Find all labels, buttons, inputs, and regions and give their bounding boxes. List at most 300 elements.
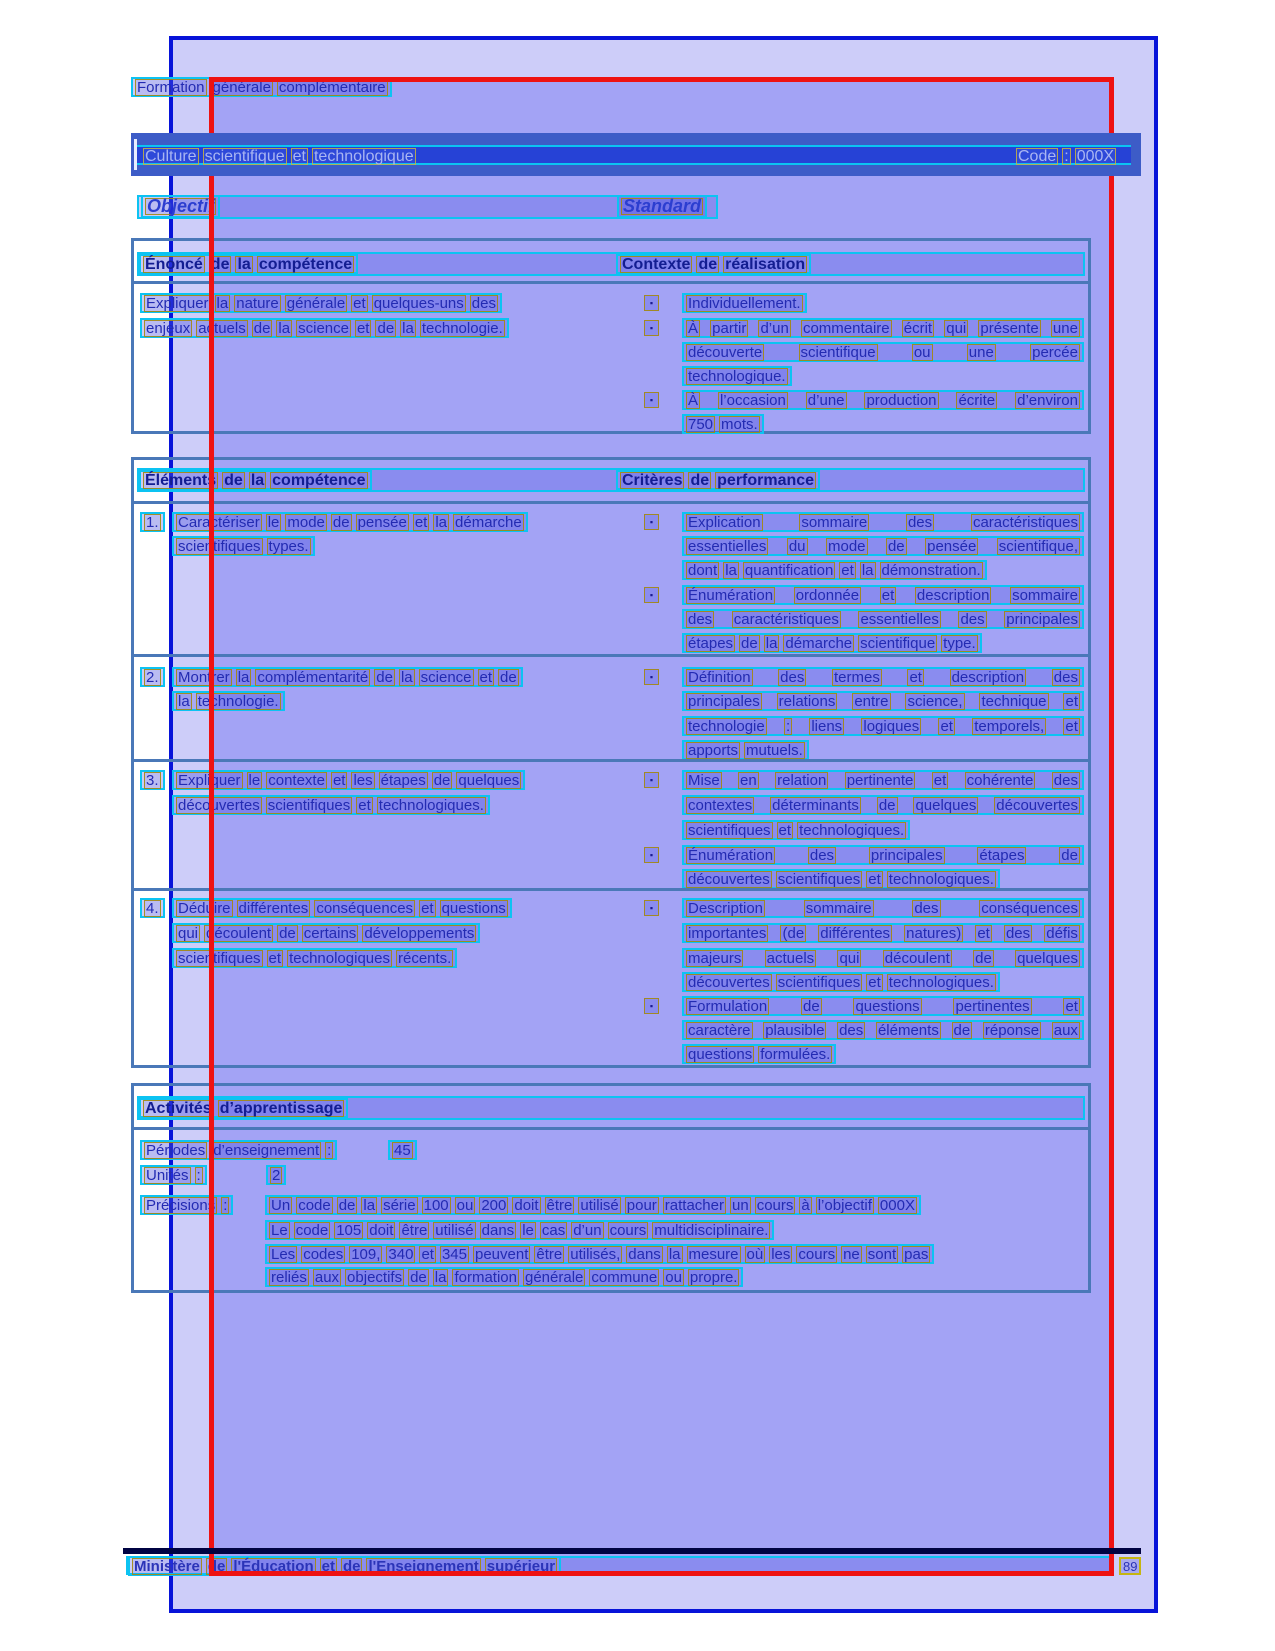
word-box: science bbox=[420, 668, 472, 686]
word-box: dans bbox=[628, 1245, 661, 1263]
word-box: d’une bbox=[807, 391, 845, 409]
page-number: 89 bbox=[1119, 1557, 1141, 1575]
word-box: de bbox=[376, 668, 393, 686]
word-box: : bbox=[327, 1141, 332, 1159]
word-box: cours bbox=[798, 1245, 836, 1263]
word-box: sont bbox=[867, 1245, 897, 1263]
word-box: questions bbox=[441, 899, 506, 917]
bullet-icon: ▪ bbox=[644, 587, 659, 603]
word-box: de bbox=[975, 949, 992, 967]
word-box: contextes bbox=[688, 796, 753, 814]
word-box: 2 bbox=[272, 1166, 281, 1184]
word-box: la bbox=[237, 668, 250, 686]
word-box: où bbox=[746, 1245, 764, 1263]
word-box: Déduire bbox=[178, 899, 231, 917]
word-box: de bbox=[410, 1268, 427, 1286]
word-box: aux bbox=[1053, 1021, 1078, 1039]
word-box: types. bbox=[268, 537, 309, 555]
word-box: À bbox=[688, 391, 699, 409]
word-box: description bbox=[916, 586, 990, 604]
word-box: 105 bbox=[336, 1221, 362, 1239]
word-box: et bbox=[1065, 717, 1078, 735]
word-box: scientifiques bbox=[178, 949, 261, 967]
word-box: réponse bbox=[984, 1021, 1040, 1039]
word-box: l'Éducation bbox=[233, 1557, 314, 1575]
word-box: de bbox=[878, 796, 896, 814]
title-bar-tick bbox=[134, 139, 137, 170]
word-box: écrit bbox=[903, 319, 933, 337]
word-box: de bbox=[690, 471, 710, 489]
element-number bbox=[140, 512, 165, 532]
word-box: l'Enseignement bbox=[368, 1557, 479, 1575]
word-box: et bbox=[977, 924, 990, 942]
word-box: Culture bbox=[145, 147, 197, 165]
word-box: Standard bbox=[623, 196, 702, 216]
word-box: des bbox=[1053, 771, 1078, 789]
word-box: qui bbox=[946, 319, 967, 337]
word-box: Explication bbox=[688, 513, 761, 531]
word-box: être bbox=[546, 1196, 573, 1214]
word-box: scientifiques bbox=[267, 796, 351, 814]
word-box: mode bbox=[287, 513, 325, 531]
word-box: Le bbox=[271, 1221, 288, 1239]
word-box: d’un bbox=[760, 319, 789, 337]
bullet-icon: ▪ bbox=[644, 392, 659, 408]
word-box: Description bbox=[688, 899, 764, 917]
word-box: et bbox=[881, 586, 895, 604]
word-box: description bbox=[951, 668, 1025, 686]
word-box: et bbox=[841, 561, 854, 579]
word-box: être bbox=[536, 1245, 563, 1263]
word-box: 1. bbox=[146, 513, 159, 531]
word-box: principales bbox=[870, 846, 943, 864]
word-box: de bbox=[338, 1196, 356, 1214]
word-box: les bbox=[353, 771, 373, 789]
word-box: conséquences bbox=[981, 899, 1078, 917]
word-box: Individuellement. bbox=[688, 294, 801, 312]
element-number bbox=[140, 898, 165, 918]
word-box: enjeux bbox=[146, 319, 191, 337]
bullet-icon: ▪ bbox=[644, 320, 659, 336]
word-box: et bbox=[268, 949, 282, 967]
word-box: Formulation bbox=[688, 997, 768, 1015]
word-box: réalisation bbox=[725, 255, 806, 273]
word-box: et bbox=[292, 147, 306, 165]
word-box: majeurs bbox=[688, 949, 742, 967]
unites-label bbox=[140, 1165, 207, 1185]
word-box: caractéristiques bbox=[972, 513, 1078, 531]
word-box: 200 bbox=[481, 1196, 507, 1214]
word-box: pour bbox=[626, 1196, 657, 1214]
word-box: 2. bbox=[146, 668, 159, 686]
word-box: temporels, bbox=[974, 717, 1045, 735]
word-box: doit bbox=[514, 1196, 539, 1214]
word-box: 4. bbox=[146, 899, 159, 917]
bullet-icon: ▪ bbox=[644, 998, 659, 1014]
word-box: commentaire bbox=[802, 319, 890, 337]
word-box: de bbox=[279, 924, 296, 942]
word-box: les bbox=[771, 1245, 791, 1263]
word-box: éléments bbox=[877, 1021, 939, 1039]
word-box: Unités bbox=[146, 1166, 189, 1184]
word-box: termes bbox=[833, 668, 880, 686]
word-box: doit bbox=[369, 1221, 394, 1239]
word-box: mots. bbox=[721, 415, 758, 433]
word-box: de bbox=[1061, 846, 1078, 864]
word-box: déterminants bbox=[772, 796, 859, 814]
word-box: compétence bbox=[272, 471, 366, 489]
word-box: découlent bbox=[884, 949, 950, 967]
word-box: la bbox=[216, 294, 229, 312]
word-box: et bbox=[421, 899, 434, 917]
word-box: scientifique bbox=[800, 343, 876, 361]
word-box: mesure bbox=[688, 1245, 739, 1263]
word-box: propre. bbox=[689, 1268, 738, 1286]
word-box: à bbox=[801, 1196, 810, 1214]
element-number bbox=[140, 667, 165, 687]
word-box: en bbox=[740, 771, 757, 789]
word-box: ordonnée bbox=[795, 586, 860, 604]
word-box: cours bbox=[609, 1221, 647, 1239]
word-box: 345 bbox=[441, 1245, 467, 1263]
word-box: étapes bbox=[979, 846, 1025, 864]
word-box: découvertes bbox=[178, 796, 260, 814]
course-code bbox=[1014, 146, 1118, 166]
word-box: technique bbox=[981, 692, 1047, 710]
word-box: différentes bbox=[820, 924, 891, 942]
word-box: formulées. bbox=[760, 1045, 831, 1063]
word-box: d’apprentissage bbox=[219, 1099, 343, 1117]
word-box: ne bbox=[843, 1245, 860, 1263]
word-box: quelques bbox=[915, 796, 977, 814]
word-box: cohérente bbox=[966, 771, 1034, 789]
word-box: technologie. bbox=[421, 319, 503, 337]
word-box: 100 bbox=[423, 1196, 449, 1214]
word-box: découverte bbox=[688, 343, 763, 361]
word-box: présente bbox=[980, 319, 1039, 337]
word-box: la bbox=[435, 513, 448, 531]
word-box: codes bbox=[303, 1245, 344, 1263]
word-box: d’un bbox=[573, 1221, 602, 1239]
word-box: : bbox=[785, 717, 791, 735]
word-box: : bbox=[196, 1166, 201, 1184]
word-box: démarche bbox=[455, 513, 522, 531]
word-box: scientifiques bbox=[688, 821, 771, 839]
word-box: scientifiques bbox=[777, 870, 861, 888]
word-box: utilisés, bbox=[570, 1245, 621, 1263]
word-box: technologie. bbox=[197, 692, 279, 710]
word-box: une bbox=[968, 343, 994, 361]
word-box: cas bbox=[541, 1221, 566, 1239]
word-box: liens bbox=[811, 717, 843, 735]
word-box: type. bbox=[943, 634, 976, 652]
word-box: : bbox=[223, 1196, 228, 1214]
word-box: la bbox=[178, 692, 190, 710]
word-box: des bbox=[914, 899, 939, 917]
word-box: scientifique bbox=[860, 634, 936, 652]
word-box: Mise bbox=[688, 771, 720, 789]
word-box: compétence bbox=[258, 255, 353, 273]
word-box: technologiques. bbox=[378, 796, 484, 814]
word-box: mode bbox=[827, 537, 866, 555]
word-box: le bbox=[522, 1221, 534, 1239]
word-box: qui bbox=[178, 924, 199, 942]
word-box: multidisciplinaire. bbox=[654, 1221, 769, 1239]
word-box: de bbox=[500, 668, 517, 686]
word-box: un bbox=[732, 1196, 749, 1214]
word-box: À bbox=[688, 319, 699, 337]
word-box: scientifique, bbox=[998, 537, 1078, 555]
word-box: 340 bbox=[388, 1245, 414, 1263]
word-box: Montrer bbox=[178, 668, 230, 686]
word-box: sommaire bbox=[801, 513, 868, 531]
word-box: Énoncé bbox=[145, 255, 203, 273]
word-box: Un bbox=[271, 1196, 291, 1214]
word-box: Énumération bbox=[688, 846, 774, 864]
word-box: d’environ bbox=[1017, 391, 1078, 409]
word-box: une bbox=[1052, 319, 1078, 337]
word-box: des bbox=[839, 1021, 864, 1039]
word-box: développements bbox=[364, 924, 475, 942]
word-box: Contexte bbox=[622, 255, 691, 273]
word-box: dont bbox=[688, 561, 718, 579]
word-box: objectifs bbox=[347, 1268, 403, 1286]
word-box: technologiques. bbox=[888, 973, 994, 991]
word-box: la bbox=[278, 319, 291, 337]
word-box: science bbox=[298, 319, 349, 337]
word-box: et bbox=[356, 319, 370, 337]
word-box: pas bbox=[904, 1245, 929, 1263]
word-box: utilisé bbox=[580, 1196, 619, 1214]
word-box: de bbox=[433, 771, 451, 789]
word-box: essentielles bbox=[860, 610, 939, 628]
word-box: Formation bbox=[137, 78, 205, 96]
word-box: générale bbox=[286, 294, 346, 312]
word-box: des bbox=[809, 846, 835, 864]
word-box: des bbox=[907, 513, 933, 531]
word-box: nature bbox=[236, 294, 279, 312]
word-box: des bbox=[960, 610, 985, 628]
bullet-icon: ▪ bbox=[644, 514, 659, 530]
word-box: la bbox=[765, 634, 778, 652]
word-box: principales bbox=[688, 692, 760, 710]
word-box: écrite bbox=[958, 391, 996, 409]
word-box: complémentaire bbox=[278, 78, 386, 96]
word-box: des bbox=[1005, 924, 1031, 942]
word-box: quelques bbox=[458, 771, 520, 789]
word-box: d’enseignement bbox=[213, 1141, 320, 1159]
word-box: caractère bbox=[688, 1021, 751, 1039]
word-box: de bbox=[887, 537, 905, 555]
bullet-icon: ▪ bbox=[644, 900, 659, 916]
word-box: Périodes bbox=[146, 1141, 206, 1159]
word-box: de bbox=[210, 255, 230, 273]
word-box: et bbox=[868, 973, 881, 991]
word-box: et bbox=[421, 1245, 434, 1263]
word-box: de bbox=[377, 319, 395, 337]
word-box: pertinentes bbox=[955, 997, 1030, 1015]
word-box: certains bbox=[303, 924, 357, 942]
word-box: ou bbox=[456, 1196, 474, 1214]
word-box: être bbox=[401, 1221, 428, 1239]
bullet-icon: ▪ bbox=[644, 772, 659, 788]
word-box: logiques bbox=[863, 717, 920, 735]
word-box: l’occasion bbox=[719, 391, 786, 409]
word-box: de bbox=[332, 513, 350, 531]
word-box: cours bbox=[756, 1196, 794, 1214]
word-box: de bbox=[207, 1557, 226, 1575]
word-box: technologiques bbox=[289, 949, 390, 967]
word-box: apports bbox=[688, 741, 739, 759]
word-box: code bbox=[298, 1196, 331, 1214]
word-box: relation bbox=[777, 771, 827, 789]
word-box: ou bbox=[665, 1268, 682, 1286]
word-box: et bbox=[940, 717, 953, 735]
word-box: la bbox=[237, 255, 251, 273]
word-box: et bbox=[479, 668, 493, 686]
word-box: actuels bbox=[766, 949, 815, 967]
word-box: et bbox=[933, 771, 947, 789]
word-box: : bbox=[1064, 147, 1069, 165]
bullet-icon: ▪ bbox=[644, 669, 659, 685]
word-box: défis bbox=[1046, 924, 1078, 942]
word-box: technologie bbox=[688, 717, 765, 735]
word-box: technologique. bbox=[688, 367, 786, 385]
word-box: complémentarité bbox=[257, 668, 369, 686]
word-box: de bbox=[698, 255, 718, 273]
word-box: la bbox=[434, 1268, 447, 1286]
word-box: et bbox=[358, 796, 371, 814]
word-box: principales bbox=[1006, 610, 1078, 628]
word-box: et bbox=[414, 513, 428, 531]
word-box: et bbox=[778, 821, 792, 839]
word-box: quelques-uns bbox=[373, 294, 464, 312]
word-box: série bbox=[383, 1196, 416, 1214]
word-box: Précisions bbox=[146, 1196, 216, 1214]
word-box: et bbox=[909, 668, 922, 686]
word-box: et bbox=[332, 771, 346, 789]
word-box: plausible bbox=[765, 1021, 825, 1039]
word-box: sommaire bbox=[1012, 586, 1078, 604]
word-box: la bbox=[363, 1196, 376, 1214]
word-box: Caractériser bbox=[178, 513, 260, 531]
word-box: et bbox=[1065, 692, 1078, 710]
word-box: découvertes bbox=[996, 796, 1078, 814]
word-box: du bbox=[788, 537, 806, 555]
word-box: partir bbox=[712, 319, 747, 337]
word-box: 3. bbox=[146, 771, 159, 789]
word-box: des bbox=[688, 610, 713, 628]
word-box: et bbox=[868, 870, 881, 888]
word-box: découvertes bbox=[688, 870, 770, 888]
word-box: le bbox=[267, 513, 280, 531]
word-box: Objectif bbox=[147, 196, 215, 216]
word-box: commune bbox=[591, 1268, 658, 1286]
word-box: peuvent bbox=[475, 1245, 529, 1263]
word-box: générale bbox=[524, 1268, 584, 1286]
word-box: des bbox=[471, 294, 496, 312]
word-box: essentielles bbox=[688, 537, 767, 555]
word-box: scientifique bbox=[204, 147, 285, 165]
word-box: performance bbox=[717, 471, 815, 489]
word-box: ou bbox=[913, 343, 931, 361]
word-box: aux bbox=[314, 1268, 340, 1286]
word-box: récents. bbox=[397, 949, 452, 967]
word-box: pensée bbox=[927, 537, 977, 555]
word-box: Éléments bbox=[145, 471, 217, 489]
word-box: la bbox=[400, 668, 413, 686]
word-box: science, bbox=[907, 692, 963, 710]
word-box: percée bbox=[1032, 343, 1078, 361]
word-box: démonstration. bbox=[881, 561, 981, 579]
word-box: Expliquer bbox=[146, 294, 209, 312]
word-box: et bbox=[1065, 997, 1078, 1015]
word-box: et bbox=[353, 294, 366, 312]
word-box: scientifiques bbox=[178, 537, 261, 555]
word-box: code bbox=[295, 1221, 329, 1239]
word-box: Énumération bbox=[688, 586, 774, 604]
word-box: 45 bbox=[394, 1141, 411, 1159]
word-box: pertinente bbox=[846, 771, 914, 789]
word-box: Expliquer bbox=[178, 771, 241, 789]
word-box: la bbox=[250, 471, 265, 489]
word-box: reliés bbox=[271, 1268, 307, 1286]
word-box: technologiques. bbox=[888, 870, 994, 888]
word-box: conséquences bbox=[316, 899, 414, 917]
word-box: caractéristiques bbox=[733, 610, 839, 628]
word-box: la bbox=[668, 1245, 681, 1263]
word-box: différentes bbox=[238, 899, 309, 917]
word-box: de bbox=[253, 319, 271, 337]
word-box: utilisé bbox=[435, 1221, 474, 1239]
course-title bbox=[141, 146, 418, 166]
word-box: démarche bbox=[785, 634, 853, 652]
word-box: quelques bbox=[1017, 949, 1078, 967]
word-box: la bbox=[402, 319, 414, 337]
word-box: et bbox=[321, 1557, 335, 1575]
word-box: actuels bbox=[198, 319, 246, 337]
word-box: technologiques. bbox=[799, 821, 905, 839]
word-box: pensée bbox=[357, 513, 407, 531]
word-box: de bbox=[953, 1021, 971, 1039]
word-box: générale bbox=[212, 78, 271, 96]
word-box: scientifiques bbox=[777, 973, 861, 991]
bullet-icon: ▪ bbox=[644, 295, 659, 311]
word-box: natures) bbox=[906, 924, 962, 942]
word-box: Définition bbox=[688, 668, 751, 686]
word-box: étapes bbox=[688, 634, 734, 652]
word-box: l’objectif bbox=[817, 1196, 872, 1214]
word-box: Les bbox=[271, 1245, 296, 1263]
element-number bbox=[140, 770, 165, 790]
word-box: de bbox=[224, 471, 243, 489]
word-box: étapes bbox=[380, 771, 426, 789]
word-box: questions bbox=[688, 1045, 753, 1063]
word-box: le bbox=[248, 771, 261, 789]
red-annotation-box bbox=[209, 77, 1114, 1576]
word-box: supérieur bbox=[486, 1557, 556, 1575]
word-box: des bbox=[780, 668, 805, 686]
word-box: qui bbox=[839, 949, 860, 967]
word-box: Code bbox=[1018, 147, 1057, 165]
word-box: production bbox=[866, 391, 937, 409]
word-box: contexte bbox=[268, 771, 325, 789]
word-box: entre bbox=[854, 692, 889, 710]
word-box: questions bbox=[855, 997, 920, 1015]
word-box: (de bbox=[782, 924, 805, 942]
word-box: importantes bbox=[688, 924, 767, 942]
bullet-icon: ▪ bbox=[644, 847, 659, 863]
